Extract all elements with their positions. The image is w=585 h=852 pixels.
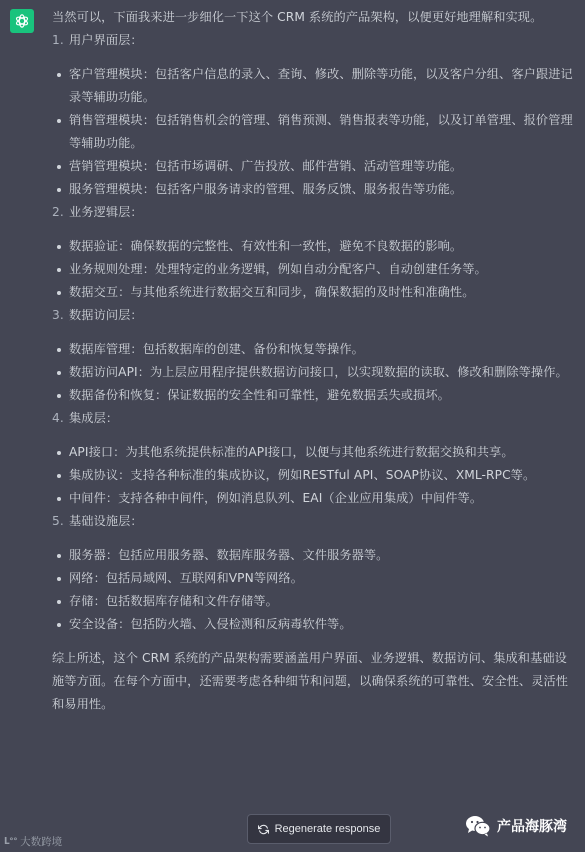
list-item: 服务器：包括应用服务器、数据库服务器、文件服务器等。 [52, 544, 574, 567]
bullet-icon [57, 119, 61, 123]
list-item: 数据验证：确保数据的完整性、有效性和一致性，避免不良数据的影响。 [52, 235, 574, 258]
section-title: 5. 基础设施层： [52, 510, 574, 533]
section-number: 4. [52, 411, 64, 425]
section-number: 3. [52, 308, 64, 322]
list-item: 数据备份和恢复：保证数据的安全性和可靠性，避免数据丢失或损坏。 [52, 384, 574, 407]
section-list [52, 544, 574, 636]
bullet-icon [57, 245, 61, 249]
section-list [52, 441, 574, 510]
section-integration [52, 407, 574, 510]
section-title: 4. 集成层： [52, 407, 574, 430]
bullet-icon [57, 165, 61, 169]
list-item: 数据访问API：为上层应用程序提供数据访问接口，以实现数据的读取、修改和删除等操作。 [52, 361, 574, 384]
section-list [52, 235, 574, 304]
section-number: 1. [52, 33, 64, 47]
bullet-icon [57, 451, 61, 455]
list-item: 营销管理模块：包括市场调研、广告投放、邮件营销、活动管理等功能。 [52, 155, 574, 178]
watermark-left-text: 大数跨境 [20, 836, 63, 848]
section-number: 2. [52, 205, 64, 219]
section-title: 2. 业务逻辑层： [52, 201, 574, 224]
section-title: 1. 用户界面层： [52, 29, 574, 52]
list-item: 数据交互：与其他系统进行数据交互和同步，确保数据的及时性和准确性。 [52, 281, 574, 304]
list-item: 集成协议：支持各种标准的集成协议，例如RESTful API、SOAP协议、XML-RPC等。 [52, 464, 574, 487]
section-list [52, 338, 574, 407]
bullet-icon [57, 623, 61, 627]
list-item: 中间件：支持各种中间件，例如消息队列、EAI（企业应用集成）中间件等。 [52, 487, 574, 510]
refresh-icon [258, 824, 269, 835]
bullet-icon [57, 497, 61, 501]
bullet-icon [57, 554, 61, 558]
bullet-icon [57, 348, 61, 352]
list-item: 服务管理模块：包括客户服务请求的管理、服务反馈、服务报告等功能。 [52, 178, 574, 201]
watermark-dashu [4, 834, 62, 849]
bullet-icon [57, 371, 61, 375]
regenerate-response-button[interactable] [247, 814, 391, 844]
section-title: 3. 数据访问层： [52, 304, 574, 327]
openai-logo-icon [14, 13, 30, 29]
list-item: 网络：包括局域网、互联网和VPN等网络。 [52, 567, 574, 590]
section-business-logic [52, 201, 574, 304]
section-user-interface [52, 29, 574, 201]
bullet-icon [57, 394, 61, 398]
section-number: 5. [52, 514, 64, 528]
bullet-icon [57, 600, 61, 604]
wechat-icon [465, 815, 491, 837]
watermark-right-text: 产品海豚湾 [497, 819, 567, 835]
list-item: 客户管理模块：包括客户信息的录入、查询、修改、删除等功能，以及客户分组、客户跟进记录等辅助功能。 [52, 63, 574, 109]
message-intro: 当然可以，下面我来进一步细化一下这个 CRM 系统的产品架构，以便更好地理解和实现。 [52, 10, 543, 24]
section-infrastructure [52, 510, 574, 636]
list-item: 业务规则处理：处理特定的业务逻辑，例如自动分配客户、自动创建任务等。 [52, 258, 574, 281]
section-data-access [52, 304, 574, 407]
bullet-icon [57, 577, 61, 581]
bullet-icon [57, 268, 61, 272]
list-item: 销售管理模块：包括销售机会的管理、销售预测、销售报表等功能，以及订单管理、报价管理等辅助功能。 [52, 109, 574, 155]
bullet-icon [57, 73, 61, 77]
list-item: 存储：包括数据库存储和文件存储等。 [52, 590, 574, 613]
assistant-message [52, 0, 574, 716]
bullet-icon [57, 188, 61, 192]
bullet-icon [57, 291, 61, 295]
assistant-avatar [10, 9, 34, 33]
list-item: 数据库管理：包括数据库的创建、备份和恢复等操作。 [52, 338, 574, 361]
message-summary: 综上所述，这个 CRM 系统的产品架构需要涵盖用户界面、业务逻辑、数据访问、集成和基础设施等方面。在每个方面中，还需要考虑各种细节和问题，以确保系统的可靠性、安全性、灵活性和易用性。 [52, 651, 569, 711]
watermark-wechat [465, 815, 567, 837]
dashu-logo-icon: ᒪ°° [4, 836, 18, 847]
list-item: 安全设备：包括防火墙、入侵检测和反病毒软件等。 [52, 613, 574, 636]
section-list [52, 63, 574, 201]
bullet-icon [57, 474, 61, 478]
list-item: API接口：为其他系统提供标准的API接口，以便与其他系统进行数据交换和共享。 [52, 441, 574, 464]
regenerate-label: Regenerate response [274, 823, 381, 835]
